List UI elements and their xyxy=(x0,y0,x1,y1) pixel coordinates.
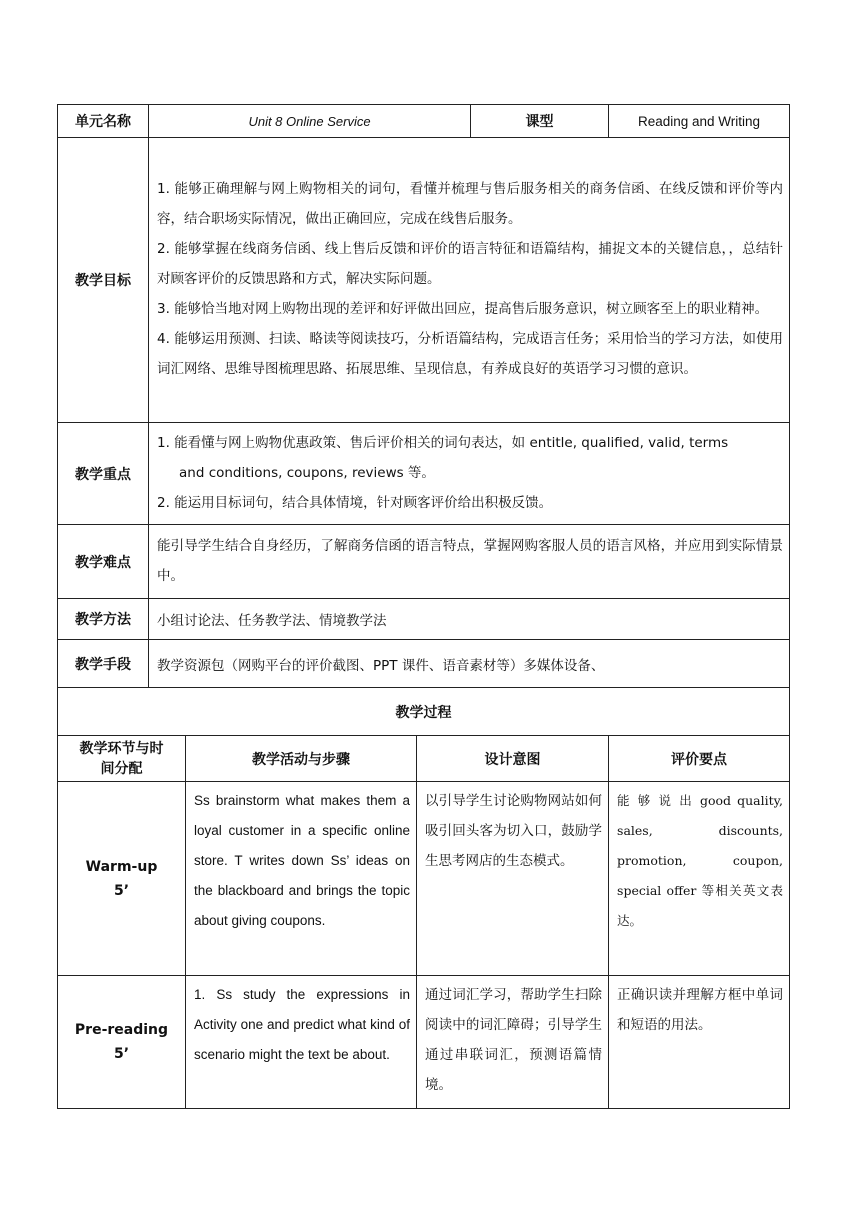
objective-item: 4. 能够运用预测、扫读、略读等阅读技巧，分析语篇结构，完成语言任务；采用恰当的学习方法，如使用词汇网络、思维导图梳理思路、拓展思维、呈现信息，有养成良好的英语学习习惯的意识。 xyxy=(157,331,784,377)
methods-label: 教学方法 xyxy=(58,599,149,640)
objective-item: 2. 能够掌握在线商务信函、线上售后反馈和评价的语言特征和语篇结构，捕捉文本的关键信息，，总结针对顾客评价的反馈思路和方式，解决实际问题。 xyxy=(157,241,784,287)
means-label: 教学手段 xyxy=(58,640,149,688)
methods-text: 小组讨论法、任务教学法、情境教学法 xyxy=(149,599,790,640)
objectives-row xyxy=(58,138,790,423)
design-text: 以引导学生讨论购物网站如何吸引回头客为切入口，鼓励学生思考网店的生态模式。 xyxy=(417,782,609,976)
objectives-label: 教学目标 xyxy=(58,138,149,423)
stage-name: Warm-up xyxy=(85,858,158,875)
col-activity-header: 教学活动与步骤 xyxy=(186,736,417,782)
lesson-plan xyxy=(57,104,789,1109)
activity-text: Ss brainstorm what makes them a loyal customer in a specific online store. T writes down Ss’ ideas on the blackboard and brings the topic about giving coupons. xyxy=(186,782,417,976)
eval-text: 正确识读并理解方框中单词和短语的用法。 xyxy=(609,976,790,1109)
lesson-type-label: 课型 xyxy=(471,105,609,138)
stage-time: 5’ xyxy=(113,882,130,899)
col-design-header: 设计意图 xyxy=(417,736,609,782)
design-text: 通过词汇学习，帮助学生扫除阅读中的词汇障碍；引导学生通过串联词汇，预测语篇情境。 xyxy=(417,976,609,1109)
key-points-row xyxy=(58,423,790,525)
eval-text: 能 够 说 出 good quality, sales, discounts, promotion, coupon, special offer 等相关英文表达。 xyxy=(609,782,790,976)
process-row-warmup xyxy=(58,782,790,976)
process-header-row xyxy=(58,736,790,782)
unit-row xyxy=(58,105,790,138)
objective-item: 1. 能够正确理解与网上购物相关的词句，看懂并梳理与售后服务相关的商务信函、在线反馈和评价等内容，结合职场实际情况，做出正确回应，完成在线售后服务。 xyxy=(157,181,784,227)
difficulties-row xyxy=(58,525,790,599)
means-row xyxy=(58,640,790,688)
objectives-content xyxy=(149,138,790,423)
methods-row xyxy=(58,599,790,640)
stage-name: Pre-reading xyxy=(74,1022,169,1038)
difficulties-text: 能引导学生结合自身经历，了解商务信函的语言特点，掌握网购客服人员的语言风格，并应用到实际情景中。 xyxy=(149,525,790,599)
means-text: 教学资源包（网购平台的评价截图、PPT 课件、语音素材等）多媒体设备、 xyxy=(149,640,790,688)
process-title: 教学过程 xyxy=(58,688,790,736)
unit-name-value: Unit 8 Online Service xyxy=(149,105,471,138)
lesson-type-value: Reading and Writing xyxy=(609,105,790,138)
stage-time: 5’ xyxy=(113,1046,130,1062)
process-row-prereading xyxy=(58,976,790,1109)
key-point-item: 1. 能看懂与网上购物优惠政策、售后评价相关的词句表达，如 entitle, qualified, valid, terms xyxy=(157,434,729,451)
process-title-row xyxy=(58,688,790,736)
key-points-label: 教学重点 xyxy=(58,423,149,525)
lesson-plan-table xyxy=(57,104,790,1109)
stage-cell xyxy=(58,782,186,976)
col-eval-header: 评价要点 xyxy=(609,736,790,782)
objective-item: 3. 能够恰当地对网上购物出现的差评和好评做出回应，提高售后服务意识，树立顾客至上的职业精神。 xyxy=(157,301,769,317)
key-points-content xyxy=(149,423,790,525)
difficulties-label: 教学难点 xyxy=(58,525,149,599)
col-stage-header: 教学环节与时间分配 xyxy=(58,736,186,782)
activity-text: 1. Ss study the expressions in Activity one and predict what kind of scenario might the text be about. xyxy=(186,976,417,1109)
key-point-item-continued: and conditions, coupons, reviews 等。 xyxy=(179,464,435,481)
key-point-item: 2. 能运用目标词句，结合具体情境，针对顾客评价给出积极反馈。 xyxy=(157,494,553,511)
stage-cell xyxy=(58,976,186,1109)
unit-name-label: 单元名称 xyxy=(58,105,149,138)
